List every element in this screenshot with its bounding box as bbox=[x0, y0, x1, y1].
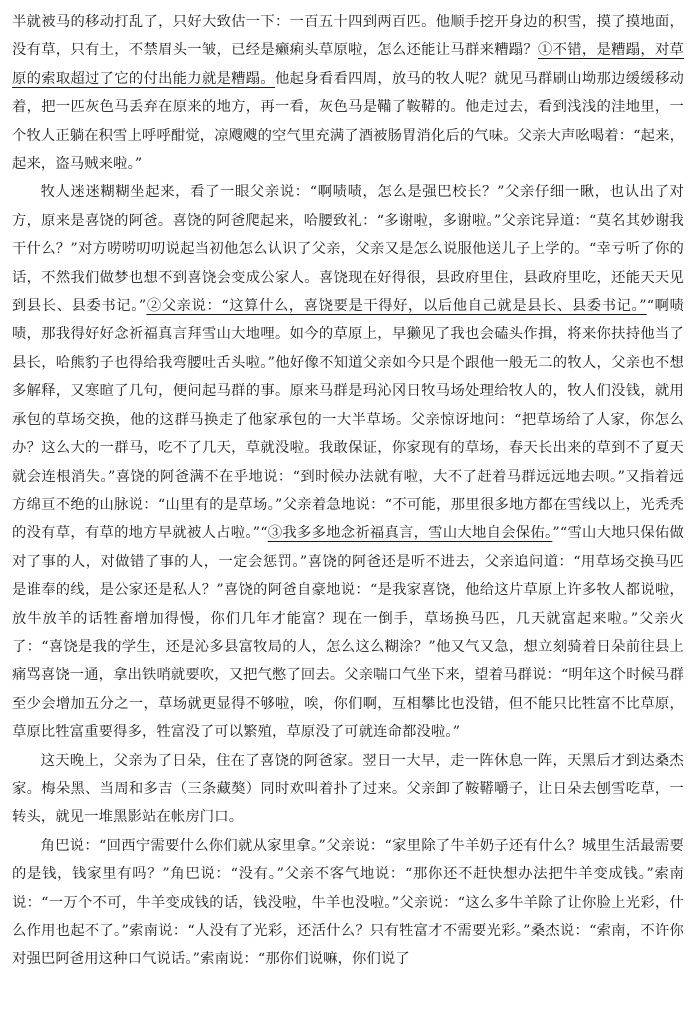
paragraph bbox=[12, 747, 684, 832]
paragraph bbox=[12, 178, 684, 746]
paragraph bbox=[12, 8, 684, 178]
underlined-sentence: ①不错，是糟蹋，对草原的索取超过了它的付出能力就是糟蹋。 bbox=[12, 42, 685, 87]
text-segment: “啊啧啧，那我得好好念祈福真言拜雪山大地哩。如今的草原上，早獭见了我也会磕头作揖，将来你扶持他当了县长，哈熊豹子也得给我弯腰吐舌头啦。”他好像不知道父亲如今只是个跟他一般无二的牧人，父亲也不想多解释，又寒暄了几句，便问起马群的事。原来马群是玛沁冈日牧马场处理给牧人的，牧人们没钱，就用承包的草场交换，他的这群马换走了他家承包的一大半草场。父亲惊讶地问：“把草场给了人家，你怎么办？这么大的一群马，吃不了几天，草就没啦。我敢保证，你家现有的草场，春天长出来的草到不了夏天就会连根消失。”喜饶的阿爸满不在乎地说：“到时候办法就有啦，大不了赶着马群远远地去呗。”又指着远方绵亘不绝的山脉说：“山里有的是草场。”父亲着急地说：“不可能，那里很多地方都在雪线以上，光秃秃的没有草，有草的地方早就被人占啦。”“ bbox=[12, 298, 684, 542]
text-segment: 这天晚上，父亲为了日朵，住在了喜饶的阿爸家。翌日一大早，走一阵休息一阵，天黑后才到达桑杰家。梅朵黑、当周和多吉（三条藏獒）同时欢叫着扑了过来。父亲卸了鞍鞯嚼子，让日朵去刨雪吃草，一转头，就见一堆黑影站在帐房门口。 bbox=[12, 752, 684, 826]
text-segment: 牧人迷迷糊糊坐起来，看了一眼父亲说：“啊啧啧，怎么是强巴校长？”父亲仔细一瞅，也认出了对方，原来是喜饶的阿爸。喜饶的阿爸爬起来，哈腰致礼：“多谢啦，多谢啦。”父亲诧异道：“莫名其妙谢我干什么？”对方唠唠叨叨说起当初他怎么认识了父亲，父亲又是怎么说服他送儿子上学的。“幸亏听了你的话，不然我们做梦也想不到喜饶会变成公家人。喜饶现在好得很，县政府里住，县政府里吃，还能天天见到县长、县委书记。” bbox=[12, 184, 684, 315]
text-segment: 半就被马的移动打乱了，只好大致估一下：一百五十四到两百匹。他顺手挖开身边的积雪，摸了摸地面，没有草，只有土，不禁眉头一皱，已经是癞痢头草原啦，怎么还能让马群来糟蹋？ bbox=[12, 14, 684, 59]
text-segment: 角巴说：“回西宁需要什么你们就从家里拿。”父亲说：“家里除了牛羊奶子还有什么？城里生活最需要的是钱，钱家里有吗？”角巴说：“没有。”父亲不客气地说：“那你还不赶快想办法把牛羊变成钱。”索南说：“一万个不可，牛羊变成钱的话，钱没啦，牛羊也没啦。”父亲说：“这么多牛羊除了让你脸上光彩，什么作用也起不了。”索南说：“人没有了光彩，还活什么？只有牲富才不需要光彩。”桑杰说：“索南，不许你对强巴阿爸用这种口气说话。”索南说：“那你们说嘛，你们说了 bbox=[12, 837, 684, 968]
text-segment: 他起身看看四周，放马的牧人呢？就见马群刷山坳那边缓缓移动着，把一匹灰色马丢弃在原来的地方，再一看，灰色马是鞴了鞍鞯的。他走过去，看到浅浅的洼地里，一个牧人正躺在积雪上呼呼酣觉，凉飕飕的空气里充满了酒被肠胃消化后的气味。父亲大声吆喝着：“起来，起来，盗马贼来啦。” bbox=[12, 70, 685, 173]
text-segment: ”“雪山大地只保佑做对了事的人，对做错了事的人，一定会惩罚。”喜饶的阿爸还是听不进去，父亲追问道：“用草场交换马匹是谁奉的线，是公家还是私人？”喜饶的阿爸自豪地说：“是我家喜饶，他给这片草原上许多牧人都说啦，放牛放羊的话牲畜增加得慢，你们几年才能富？现在一倒手，草场换马匹，几天就富起来啦。”父亲火了：“喜饶是我的学生，还是沁多县富牧局的人，怎么这么糊涂？”他又气又急，想立刻骑着日朵前往县上痛骂喜饶一通，拿出铁哨就要吹，又把气憋了回去。父亲喘口气坐下来，望着马群说：“明年这个时候马群至少会增加五分之一，草场就更显得不够啦，唉，你们啊，互相攀比也没错，但不能只比牲富不比草原，草原比牲富重要得多，牲富没了可以繁殖，草原没了可就连命都没啦。” bbox=[12, 525, 685, 741]
underlined-sentence: ②父亲说：“这算什么，喜饶要是干得好，以后他自己就是县长、县委书记。” bbox=[146, 298, 647, 315]
underlined-sentence: ③我多多地念祈福真言，雪山大地自会保佑。 bbox=[267, 525, 553, 542]
paragraph bbox=[12, 832, 684, 974]
